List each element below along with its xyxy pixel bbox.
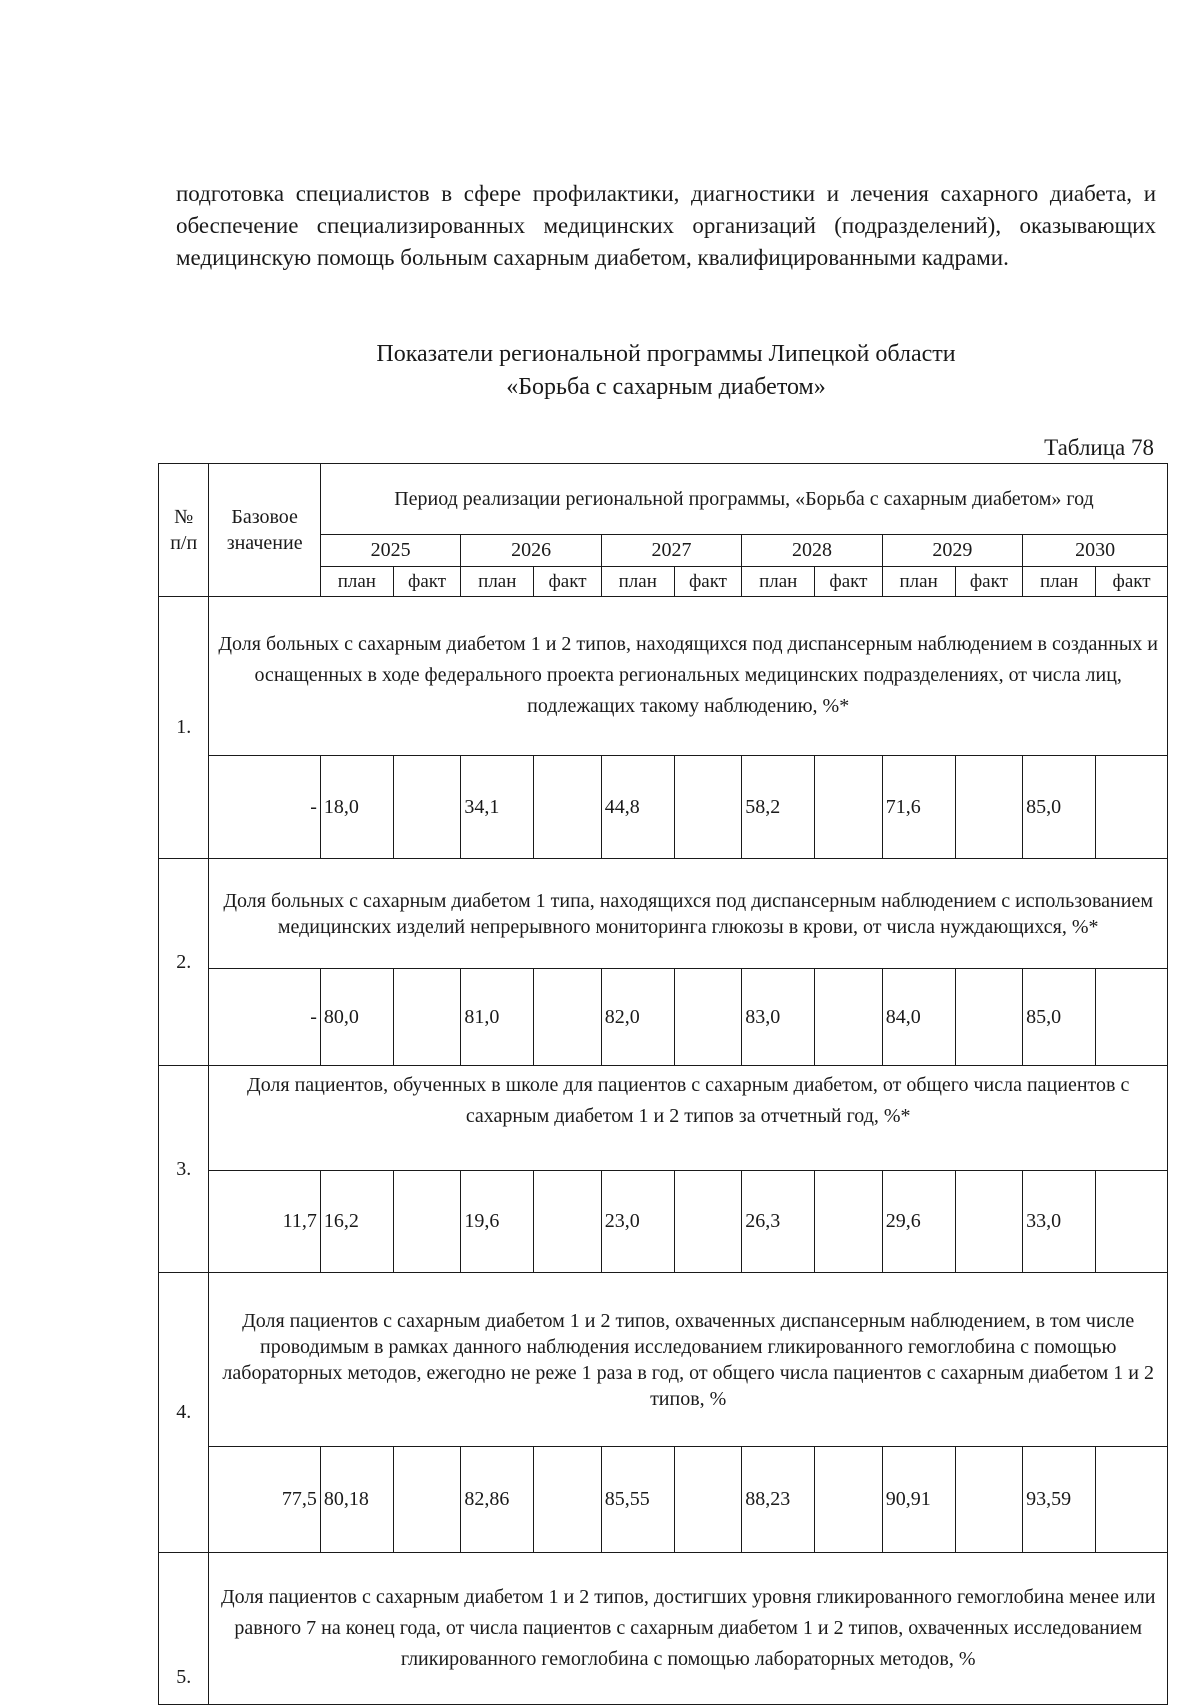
fact-value — [674, 755, 742, 858]
base-value: 11,7 — [209, 1170, 321, 1272]
plan-value: 34,1 — [461, 755, 534, 858]
plan-header: план — [320, 567, 393, 596]
plan-value: 26,3 — [742, 1170, 815, 1272]
plan-value: 44,8 — [601, 755, 674, 858]
plan-value: 16,2 — [320, 1170, 393, 1272]
fact-header: факт — [393, 567, 461, 596]
fact-value — [955, 755, 1023, 858]
indicator-row-4-desc — [159, 1273, 1168, 1447]
fact-header: факт — [815, 567, 883, 596]
plan-header: план — [742, 567, 815, 596]
row-number: 3. — [159, 1066, 209, 1273]
plan-value: 85,0 — [1023, 755, 1096, 858]
fact-header: факт — [955, 567, 1023, 596]
indicator-description: Доля больных с сахарным диабетом 1 и 2 типов, находящихся под диспансерным наблюдением в созданных и оснащенных в ходе федерального проекта региональных медицинских подразделениях, от числа лиц, подлежащих такому наблюдению, %* — [209, 596, 1168, 755]
plan-value: 85,0 — [1023, 968, 1096, 1065]
fact-value — [815, 968, 883, 1065]
indicator-row-4-values — [159, 1446, 1168, 1552]
year-header: 2030 — [1023, 534, 1168, 567]
indicator-description: Доля пациентов с сахарным диабетом 1 и 2 типов, охваченных диспансерным наблюдением, в том числе проводимым в рамках данного наблюдения исследованием гликированного гемоглобина с помощью лабораторных методов, ежегодно не реже 1 раза в год, от общего числа пациентов с сахарным диабетом 1 и 2 типов, % — [209, 1273, 1168, 1447]
year-header: 2027 — [601, 534, 741, 567]
header-base-line2: значение — [226, 531, 303, 554]
plan-value: 71,6 — [882, 755, 955, 858]
header-row-period — [159, 464, 1168, 535]
plan-header: план — [1023, 567, 1096, 596]
fact-header: факт — [674, 567, 742, 596]
indicator-row-5-desc — [159, 1552, 1168, 1704]
base-value: - — [209, 755, 321, 858]
fact-value — [1096, 1170, 1168, 1272]
plan-value: 93,59 — [1023, 1446, 1096, 1552]
year-header: 2025 — [320, 534, 460, 567]
intro-paragraph: подготовка специалистов в сфере профилактики, диагностики и лечения сахарного диабета, и обеспечение специализированных медицинских организаций (подразделений), оказывающих медицинскую помощь больным сахарным диабетом, квалифицированными кадрами. — [176, 181, 1156, 270]
year-header: 2028 — [742, 534, 882, 567]
header-period: Период реализации региональной программы, «Борьба с сахарным диабетом» год — [320, 464, 1167, 535]
row-number: 4. — [159, 1273, 209, 1553]
plan-header: план — [882, 567, 955, 596]
plan-value: 29,6 — [882, 1170, 955, 1272]
title-line-1: Показатели региональной программы Липецкой области — [376, 341, 956, 367]
header-num-line1: № — [174, 505, 194, 528]
fact-value — [393, 1446, 461, 1552]
row-number: 5. — [159, 1552, 209, 1704]
row-number: 2. — [159, 859, 209, 1066]
plan-value: 81,0 — [461, 968, 534, 1065]
fact-value — [534, 755, 602, 858]
plan-value: 90,91 — [882, 1446, 955, 1552]
fact-value — [534, 968, 602, 1065]
fact-value — [674, 1446, 742, 1552]
header-base — [209, 464, 321, 597]
fact-value — [674, 968, 742, 1065]
indicator-row-1-desc — [159, 596, 1168, 755]
plan-value: 33,0 — [1023, 1170, 1096, 1272]
plan-value: 85,55 — [601, 1446, 674, 1552]
fact-value — [674, 1170, 742, 1272]
fact-value — [1096, 755, 1168, 858]
plan-value: 82,0 — [601, 968, 674, 1065]
indicator-row-3-values — [159, 1170, 1168, 1272]
year-header: 2026 — [461, 534, 601, 567]
row-number: 1. — [159, 596, 209, 859]
fact-value — [393, 1170, 461, 1272]
plan-header: план — [461, 567, 534, 596]
plan-value: 83,0 — [742, 968, 815, 1065]
plan-value: 82,86 — [461, 1446, 534, 1552]
base-value: - — [209, 968, 321, 1065]
title-line-2: «Борьба с сахарным диабетом» — [506, 374, 826, 400]
indicator-row-2-values — [159, 968, 1168, 1065]
header-num — [159, 464, 209, 597]
fact-header: факт — [534, 567, 602, 596]
fact-value — [1096, 968, 1168, 1065]
fact-value — [393, 755, 461, 858]
plan-value: 80,18 — [320, 1446, 393, 1552]
fact-value — [955, 1170, 1023, 1272]
fact-value — [1096, 1446, 1168, 1552]
fact-value — [534, 1170, 602, 1272]
fact-header: факт — [1096, 567, 1168, 596]
plan-value: 18,0 — [320, 755, 393, 858]
plan-value: 19,6 — [461, 1170, 534, 1272]
indicator-description: Доля пациентов с сахарным диабетом 1 и 2 типов, достигших уровня гликированного гемоглобина менее или равного 7 на конец года, от числа пациентов с сахарным диабетом 1 и 2 типов, охваченных исследованием гликированного гемоглобина с помощью лабораторных методов, % — [209, 1552, 1168, 1704]
plan-header: план — [601, 567, 674, 596]
fact-value — [534, 1446, 602, 1552]
header-base-line1: Базовое — [231, 505, 298, 528]
indicator-description: Доля пациентов, обученных в школе для пациентов с сахарным диабетом, от общего числа пациентов с сахарным диабетом 1 и 2 типов за отчетный год, %* — [209, 1066, 1168, 1171]
table-number: Таблица 78 — [1044, 435, 1154, 460]
fact-value — [393, 968, 461, 1065]
fact-value — [815, 755, 883, 858]
fact-value — [955, 1446, 1023, 1552]
plan-value: 80,0 — [320, 968, 393, 1065]
base-value: 77,5 — [209, 1446, 321, 1552]
fact-value — [815, 1170, 883, 1272]
year-header: 2029 — [882, 534, 1022, 567]
header-num-line2: п/п — [170, 531, 198, 554]
fact-value — [815, 1446, 883, 1552]
plan-value: 23,0 — [601, 1170, 674, 1272]
table-title — [176, 338, 1156, 404]
plan-value: 58,2 — [742, 755, 815, 858]
plan-value: 88,23 — [742, 1446, 815, 1552]
indicators-table — [158, 463, 1168, 1705]
fact-value — [955, 968, 1023, 1065]
indicator-row-3-desc — [159, 1066, 1168, 1171]
plan-value: 84,0 — [882, 968, 955, 1065]
indicator-description: Доля больных с сахарным диабетом 1 типа, находящихся под диспансерным наблюдением с использованием медицинских изделий непрерывного мониторинга глюкозы в крови, от числа нуждающихся, %* — [209, 859, 1168, 969]
indicator-row-1-values — [159, 755, 1168, 858]
indicator-row-2-desc — [159, 859, 1168, 969]
